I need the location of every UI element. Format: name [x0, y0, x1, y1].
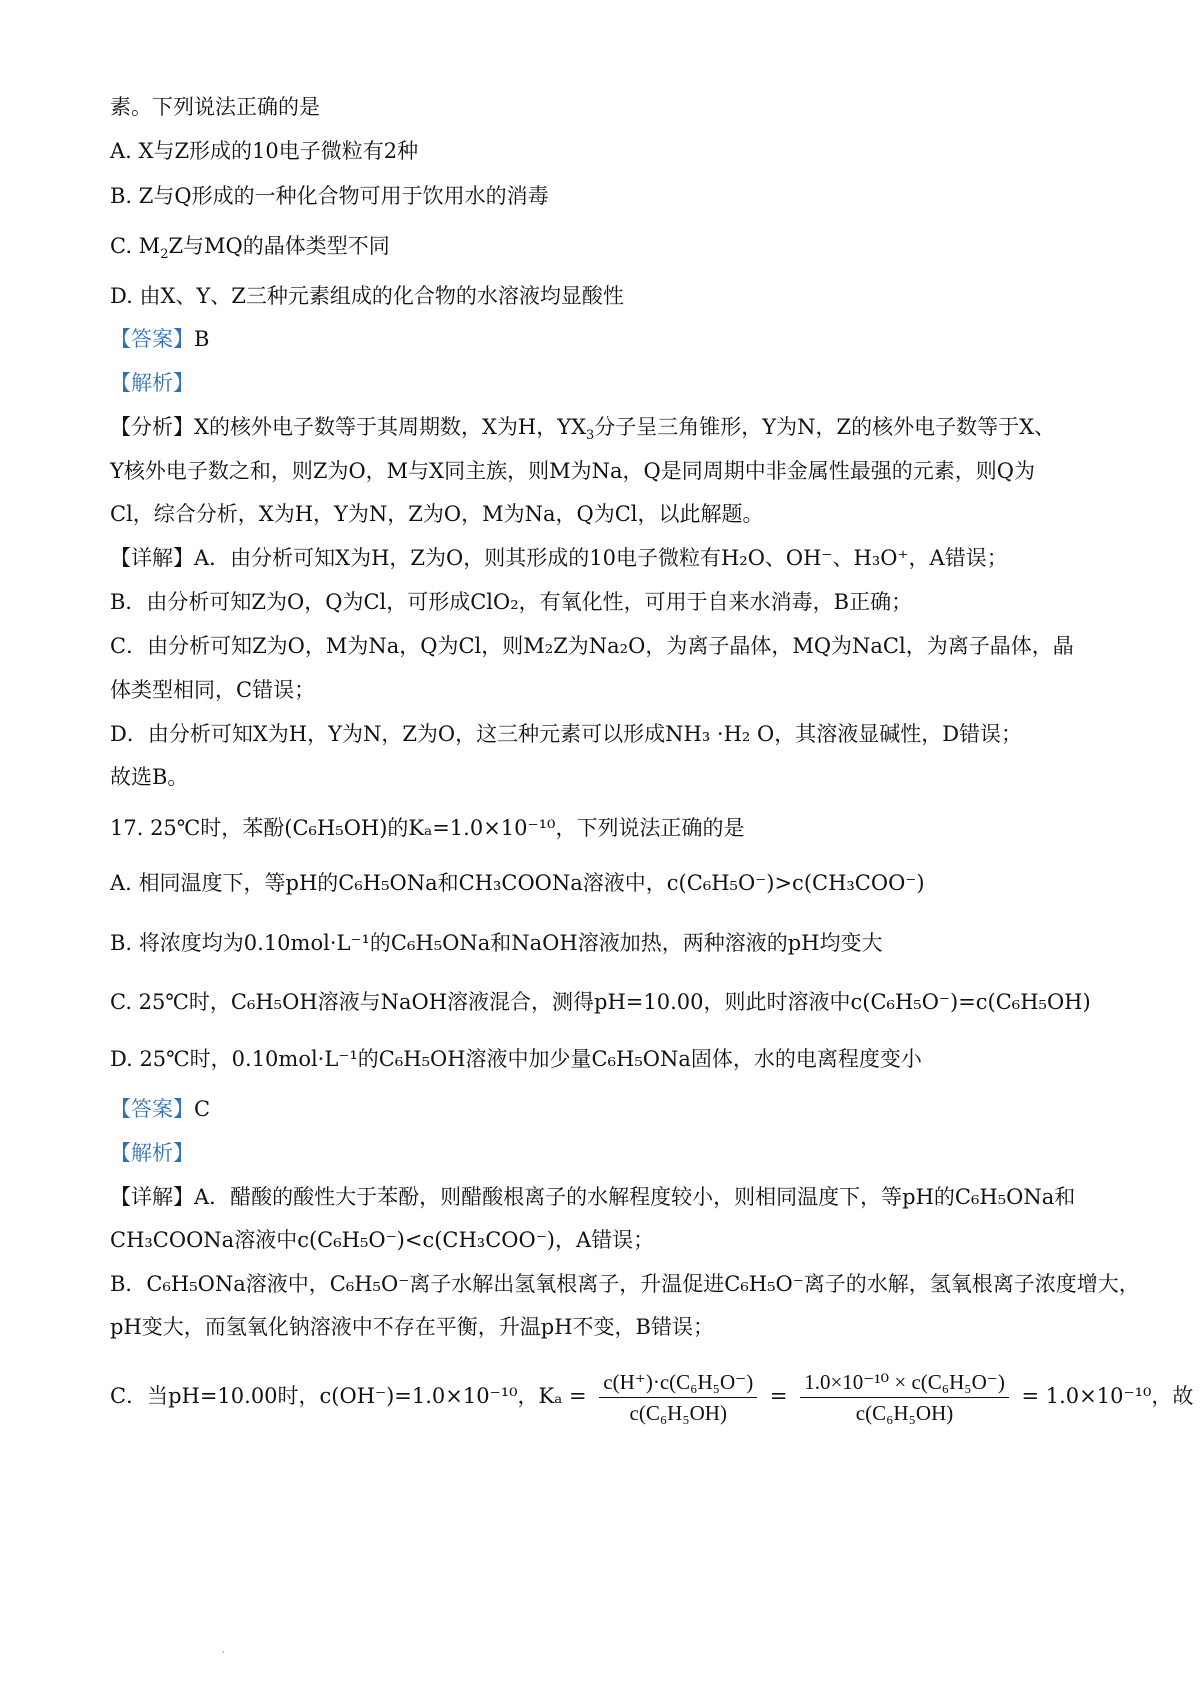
q17-detail-b-line2: pH变大，而氢氧化钠溶液中不存在平衡，升温pH不变，B错误； [110, 1315, 714, 1339]
q16-detail-a: 【详解】A．由分析可知X为H，Z为O，则其形成的10电子微粒有H₂O、OH⁻、H₃O⁺，A错误； [110, 546, 1008, 570]
q16-answer [110, 324, 1110, 354]
q17-option-c: C. 25℃时，C₆H₅OH溶液与NaOH溶液混合，测得pH=10.00，则此时溶液中c(C₆H₅O⁻)=c(C₆H₅OH) [110, 990, 1091, 1014]
scan-speck [222, 1651, 224, 1653]
q16-fenxi-line3: Cl，综合分析，X为H，Y为N，Z为O，M为Na，Q为Cl，以此解题。 [110, 502, 764, 526]
q16-option-d: D. 由X、Y、Z三种元素组成的化合物的水溶液均显酸性 [110, 284, 624, 308]
ka-value-fraction [800, 1369, 1009, 1426]
q17-detail-a-line2: CH₃COONa溶液中c(C₆H₅O⁻)<c(CH₃COO⁻)，A错误； [110, 1228, 655, 1252]
q17-analysis-heading: 【解析】 [110, 1141, 194, 1165]
q17-detail-c-equation: C．当pH=10.00时，c(OH⁻)=1.0×10⁻¹⁰，Kₐ = $\frac{\text{c(H⁺)·c(C₆H₅O⁻)}}{\text{c(C₆H₅OH)}}$ = $\frac{\text{1.0×10⁻¹⁰ × c(C₆H₅O⁻)}}{\text{c(C₆H₅OH)}}$ = 1.0×10⁻¹⁰，故 [110, 1370, 1194, 1425]
ka-fraction-denominator: c(C₆H₅OH) [629, 1401, 727, 1425]
q16-stem-tail: 素。下列说法正确的是 [110, 95, 320, 119]
ka-fraction [599, 1369, 757, 1426]
q17-detail-b-line1: B．C₆H₅ONa溶液中，C₆H₅O⁻离子水解出氢氧根离子，升温促进C₆H₅O⁻离子的水解，氢氧根离子浓度增大， [110, 1272, 1140, 1296]
answer-value: C [194, 1097, 211, 1121]
q16-option-b: B. Z与Q形成的一种化合物可用于饮用水的消毒 [110, 184, 549, 208]
q17-stem: 17. 25℃时，苯酚(C₆H₅OH)的Kₐ=1.0×10⁻¹⁰，下列说法正确的是 [110, 816, 745, 840]
answer-value: B [194, 327, 210, 351]
q17-option-b: B. 将浓度均为0.10mol·L⁻¹的C₆H₅ONa和NaOH溶液加热，两种溶液的pH均变大 [110, 931, 883, 955]
q16-option-a: A. X与Z形成的10电子微粒有2种 [110, 139, 419, 163]
q16-detail-c-line2: 体类型相同，C错误； [110, 678, 316, 702]
q16-fenxi-line1: 【分析】X的核外电子数等于其周期数，X为H，$YX_3$分子呈三角锥形，Y为N，Z的核外电子数等于X、 [110, 415, 1056, 444]
ka-value-denominator: c(C₆H₅OH) [855, 1401, 954, 1425]
q17-answer [110, 1094, 1110, 1124]
ka-value-numerator: 1.0×10⁻¹⁰ × c(C₆H₅O⁻) [800, 1369, 1009, 1398]
answer-tag: 【答案】 [110, 327, 194, 351]
q16-option-c: C. $M_2Z$与MQ的晶体类型不同 [110, 234, 390, 263]
q16-conclusion: 故选B。 [110, 765, 189, 789]
q16-detail-c-line1: C．由分析可知Z为O，M为Na，Q为Cl，则M₂Z为Na₂O，为离子晶体，MQ为NaCl，为离子晶体，晶 [110, 634, 1074, 658]
q16-detail-b: B．由分析可知Z为O，Q为Cl，可形成ClO₂，有氧化性，可用于自来水消毒，B正确； [110, 590, 913, 614]
q17-option-a: A. 相同温度下，等pH的C₆H₅ONa和CH₃COONa溶液中，c(C₆H₅O⁻)>c(CH₃COO⁻) [110, 871, 925, 895]
q17-option-d: D. 25℃时，0.10mol·L⁻¹的C₆H₅OH溶液中加少量C₆H₅ONa固体，水的电离程度变小 [110, 1047, 922, 1071]
ka-fraction-numerator: c(H⁺)·c(C₆H₅O⁻) [599, 1369, 757, 1398]
q17-detail-a-line1: 【详解】A．醋酸的酸性大于苯酚，则醋酸根离子的水解程度较小，则相同温度下，等pH的C₆H₅ONa和 [110, 1185, 1076, 1209]
q16-detail-d: D．由分析可知X为H，Y为N，Z为O，这三种元素可以形成NH₃ ·H₂ O，其溶液显碱性，D错误； [110, 722, 1023, 746]
answer-tag: 【答案】 [110, 1097, 194, 1121]
q16-fenxi-line2: Y核外电子数之和，则Z为O，M与X同主族，则M为Na，Q是同周期中非金属性最强的元素，则Q为 [110, 459, 1035, 483]
q16-analysis-heading: 【解析】 [110, 371, 194, 395]
